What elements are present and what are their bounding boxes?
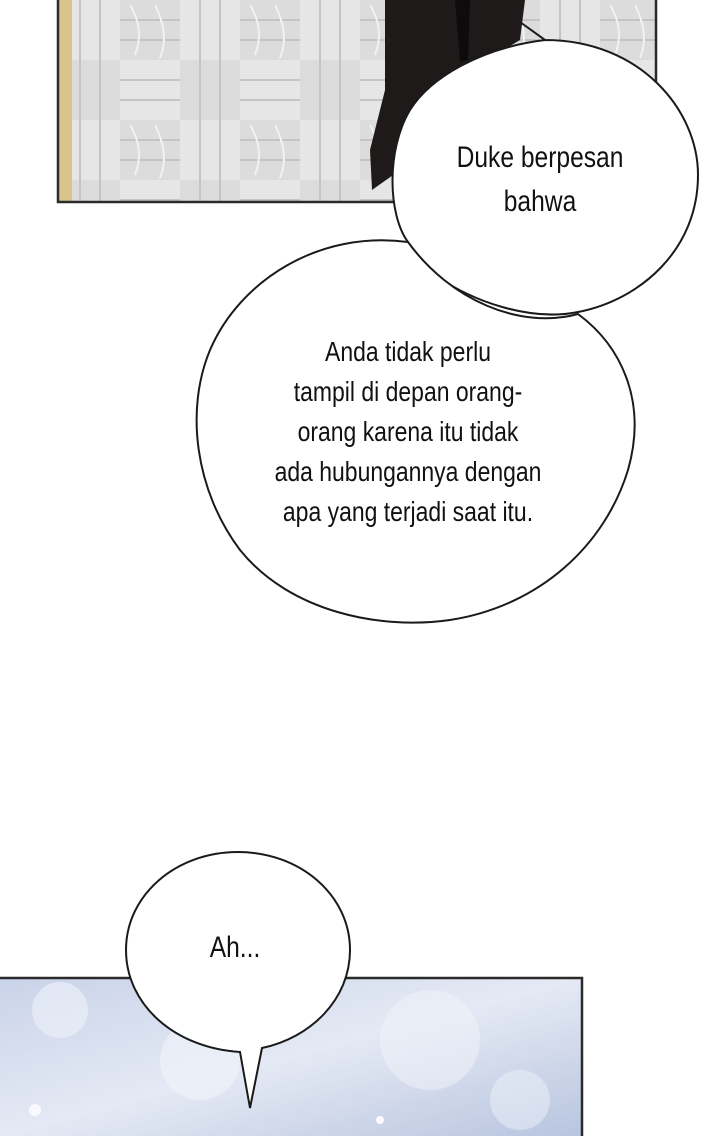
bubble-text-ah: Ah... [209, 931, 261, 964]
bubble-text-duke: Duke berpesan bahwa [456, 141, 624, 218]
bubble-text-anda: Anda tidak perlu tampil di depan orang- orang karena itu tidak ada hubungannya dengan apa yang terjadi saat itu. [274, 336, 542, 527]
